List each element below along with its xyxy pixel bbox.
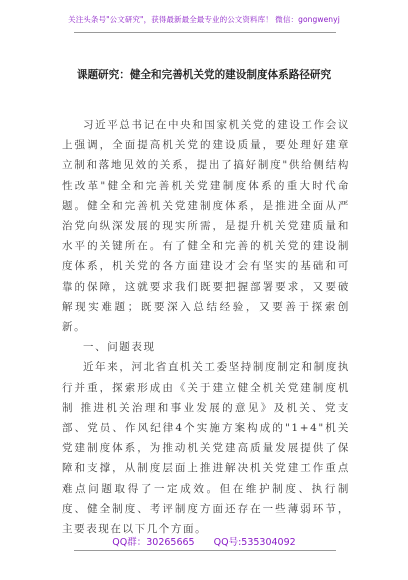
header-divider — [74, 32, 336, 33]
intro-paragraph: 习近平总书记在中央和国家机关党的建设工作会议上强调，全面提高机关党的建设质量，要处理好建章立制和落地见效的关系，提出了搞好制度"供给侧结构性改革"健全和完善机关党建制度体系的重大时代命题。健全和完善机关党建制度体系，是推进全面从严治党向纵深发展的现实所需，是提升机关党建质量和水平的关键所在。有了健全和完善的机关党的建设制度体系，机关党的各方面建设才会有坚实的基础和可靠的保障，这就要求我们既要把握部署要求，又要破解现实难题；既要深入总结经验，又要善于探索创新。 — [62, 119, 350, 334]
section-heading: 一、问题表现 — [83, 341, 156, 354]
document-title: 课题研究：健全和完善机关党的建设制度体系路径研究 — [76, 69, 332, 81]
footer-contact — [0, 534, 408, 548]
footer-qq-group: QQ群：30265665 — [112, 537, 195, 548]
footer-qq-number: QQ号:535304092 — [213, 537, 296, 548]
header-banner: 关注头条号"公文研究"，获得最新最全最专业的公文资料库！ 微信：gongwenyj — [68, 15, 340, 24]
problem-paragraph: 近年来，河北省直机关工委坚持制度制定和制度执行并重，探索形成由《关于建立健全机关党建制度机制 推进机关治理和事业发展的意见》及机关、党支部、党员、作风纪律4个实施方案构成的"1+4"机关党建制度体系，为推动机关党建高质量发展提供了保障和支撑，从制度层面上推进解决机关党建工作重点难点问题取得了一定成效。但在维护制度、执行制度、健全制度、考评制度方面还存在一些薄弱环节，主要表现在以下几个方面。 — [62, 361, 350, 536]
footer-divider — [74, 550, 336, 551]
document-body — [62, 115, 350, 539]
